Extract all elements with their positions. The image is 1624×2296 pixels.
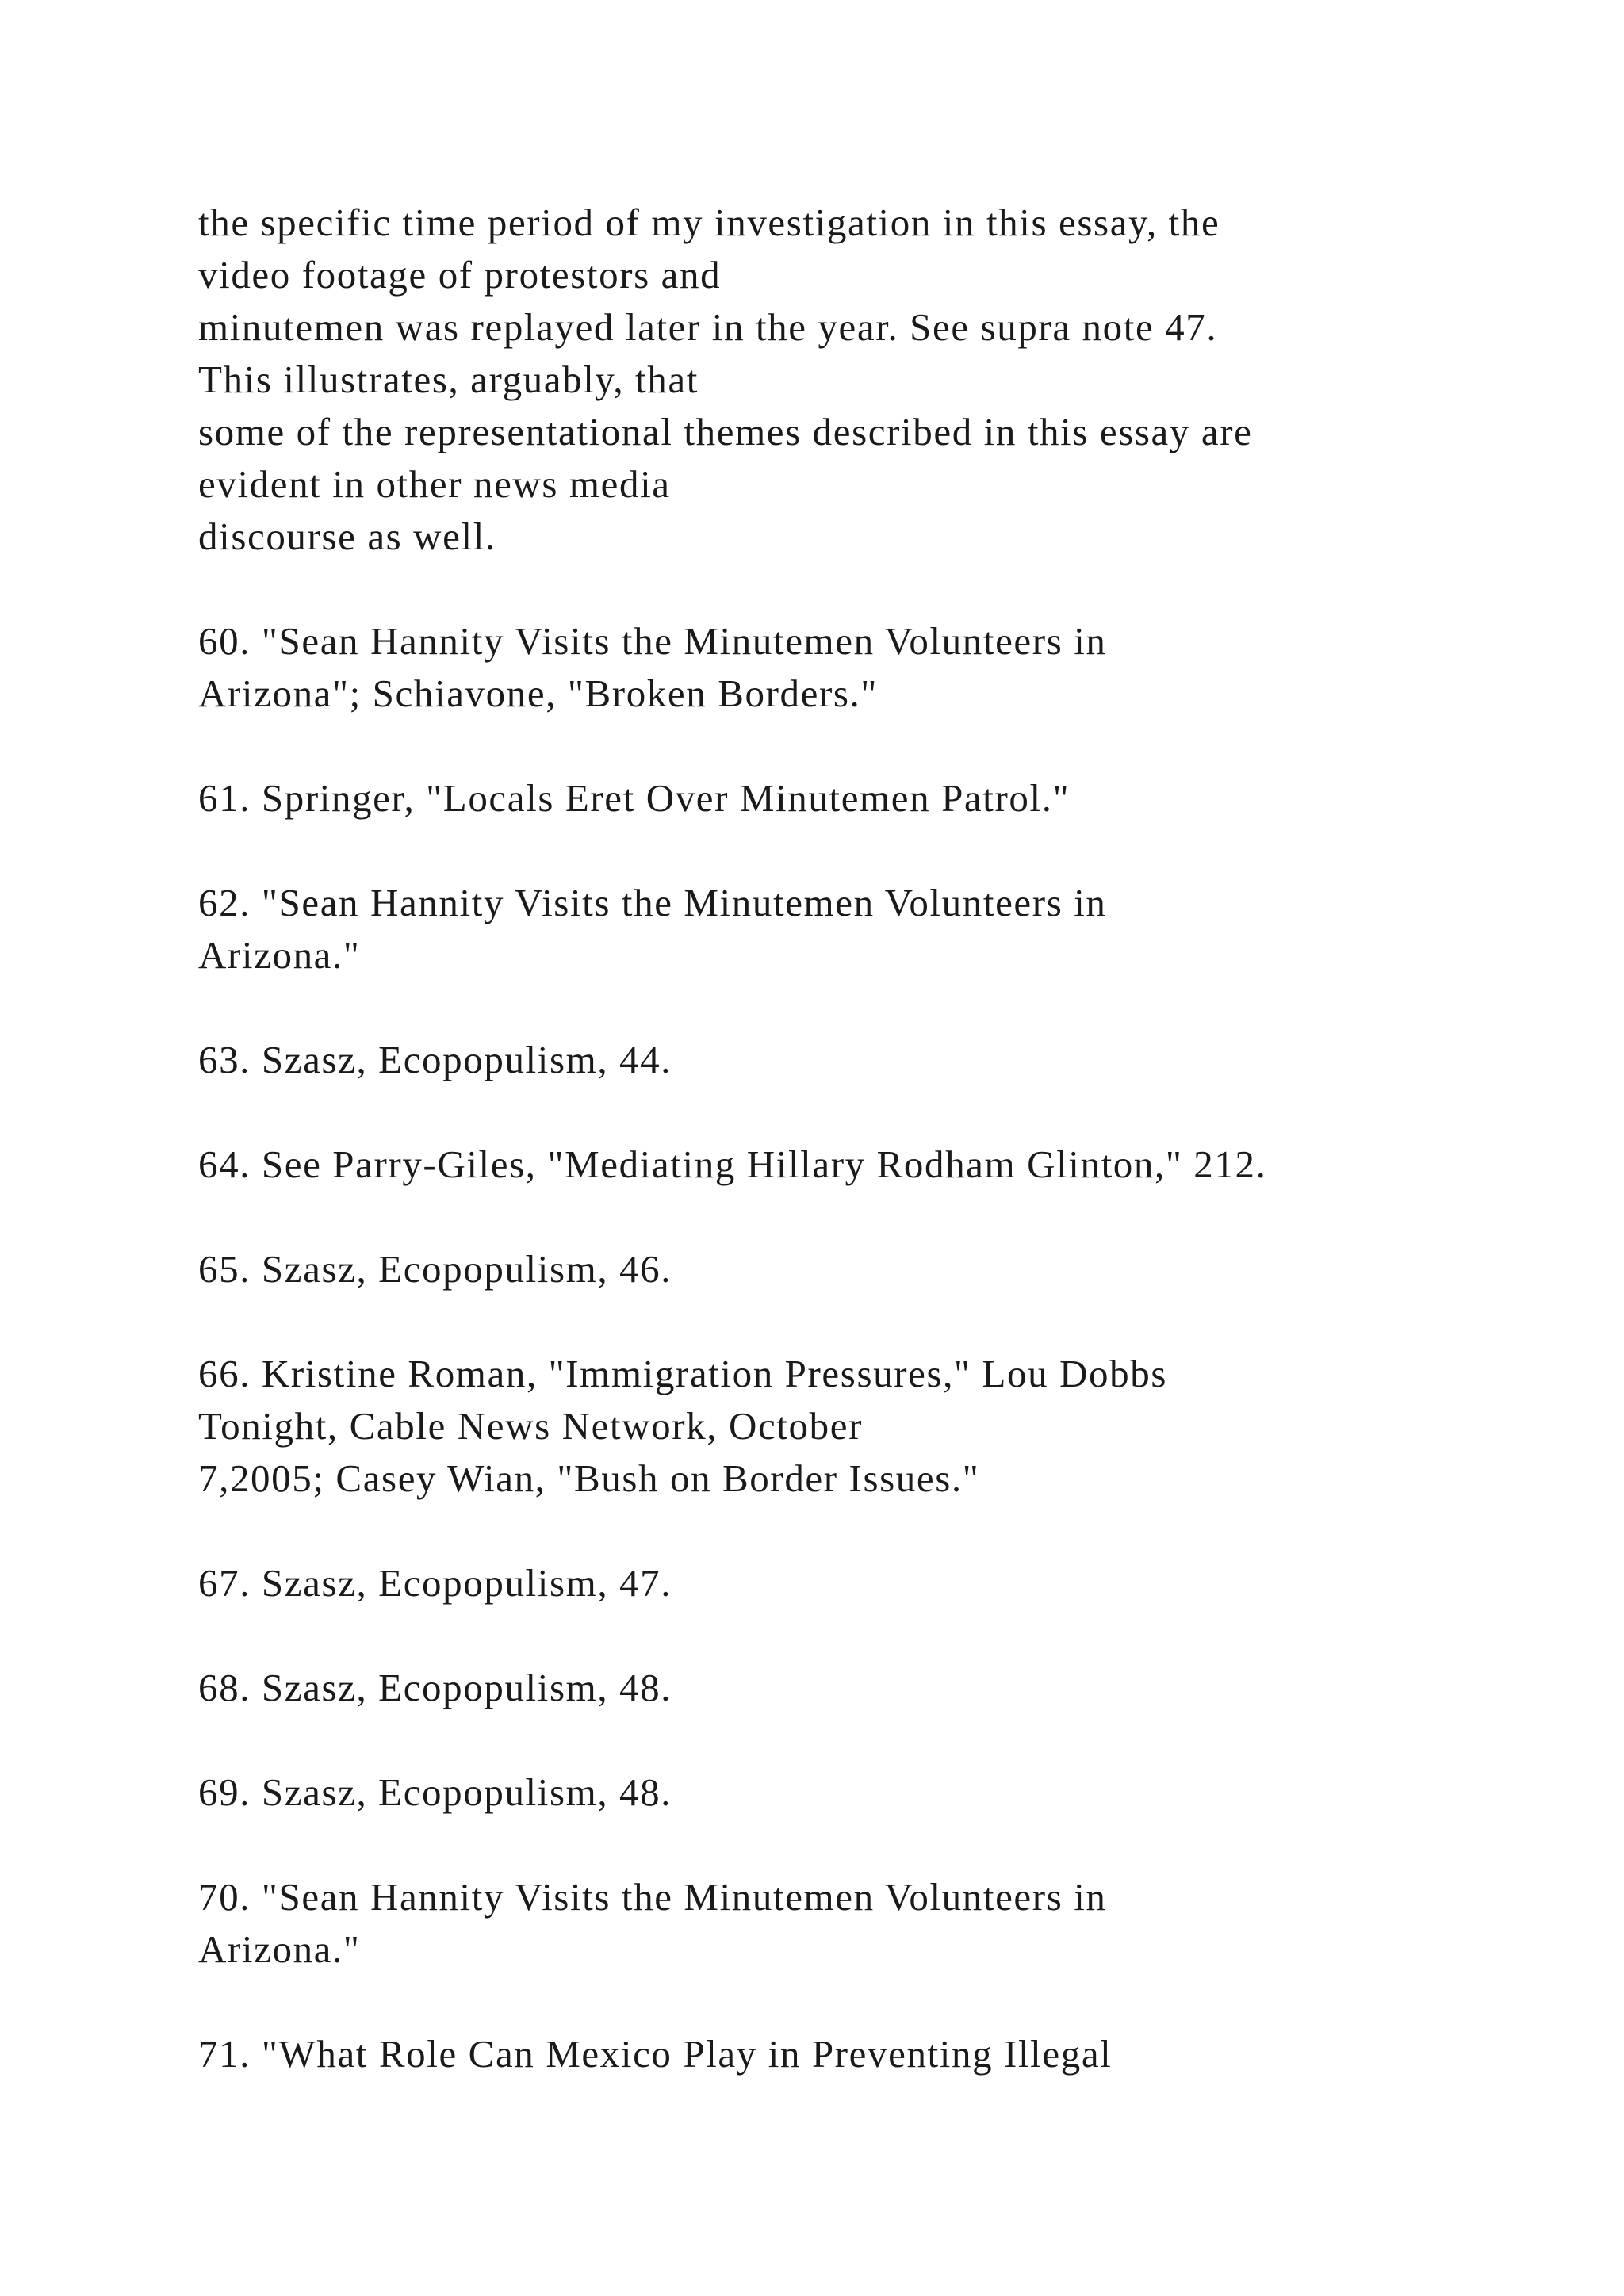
text-line: some of the representational themes described in this essay are — [198, 410, 1253, 453]
text-line: 69. Szasz, Ecopopulism, 48. — [198, 1770, 672, 1814]
text-line: 66. Kristine Roman, "Immigration Pressures," Lou Dobbs — [198, 1352, 1167, 1395]
text-line: 60. "Sean Hannity Visits the Minutemen Volunteers in — [198, 619, 1107, 663]
document-page — [198, 197, 1546, 2133]
text-line: Arizona." — [198, 933, 361, 977]
text-line: 62. "Sean Hannity Visits the Minutemen Volunteers in — [198, 881, 1107, 924]
text-line: the specific time period of my investigation in this essay, the — [198, 201, 1220, 244]
text-line: 71. "What Role Can Mexico Play in Preventing Illegal — [198, 2032, 1113, 2076]
footnote-63 — [198, 1034, 1546, 1086]
footnote-69 — [198, 1766, 1546, 1819]
text-line: 65. Szasz, Ecopopulism, 46. — [198, 1247, 672, 1291]
text-line: 63. Szasz, Ecopopulism, 44. — [198, 1038, 672, 1081]
footnote-66 — [198, 1348, 1546, 1505]
text-line: discourse as well. — [198, 515, 496, 558]
text-line: 64. See Parry-Giles, "Mediating Hillary Rodham Glinton," 212. — [198, 1142, 1267, 1186]
text-line: Arizona"; Schiavone, "Broken Borders." — [198, 672, 878, 715]
footnote-67 — [198, 1557, 1546, 1609]
text-line: 70. "Sean Hannity Visits the Minutemen Volunteers in — [198, 1875, 1107, 1919]
text-line: This illustrates, arguably, that — [198, 358, 699, 401]
text-line: minutemen was replayed later in the year. See supra note 47. — [198, 305, 1218, 349]
footnote-64 — [198, 1138, 1546, 1191]
text-line: Arizona." — [198, 1927, 361, 1971]
text-line: Tonight, Cable News Network, October — [198, 1404, 863, 1448]
text-line: 7,2005; Casey Wian, "Bush on Border Issues." — [198, 1456, 980, 1500]
footnote-68 — [198, 1662, 1546, 1714]
footnote-62 — [198, 877, 1546, 982]
text-line: 67. Szasz, Ecopopulism, 47. — [198, 1561, 672, 1605]
text-line: video footage of protestors and — [198, 253, 722, 297]
footnote-61 — [198, 772, 1546, 825]
text-line: 68. Szasz, Ecopopulism, 48. — [198, 1666, 672, 1709]
footnote-71 — [198, 2028, 1546, 2080]
text-line: 61. Springer, "Locals Eret Over Minutemen Patrol." — [198, 776, 1071, 820]
footnote-60 — [198, 615, 1546, 720]
footnote-65 — [198, 1243, 1546, 1295]
text-line: evident in other news media — [198, 462, 671, 506]
footnote-70 — [198, 1871, 1546, 1976]
text-block-continuation — [198, 197, 1546, 563]
